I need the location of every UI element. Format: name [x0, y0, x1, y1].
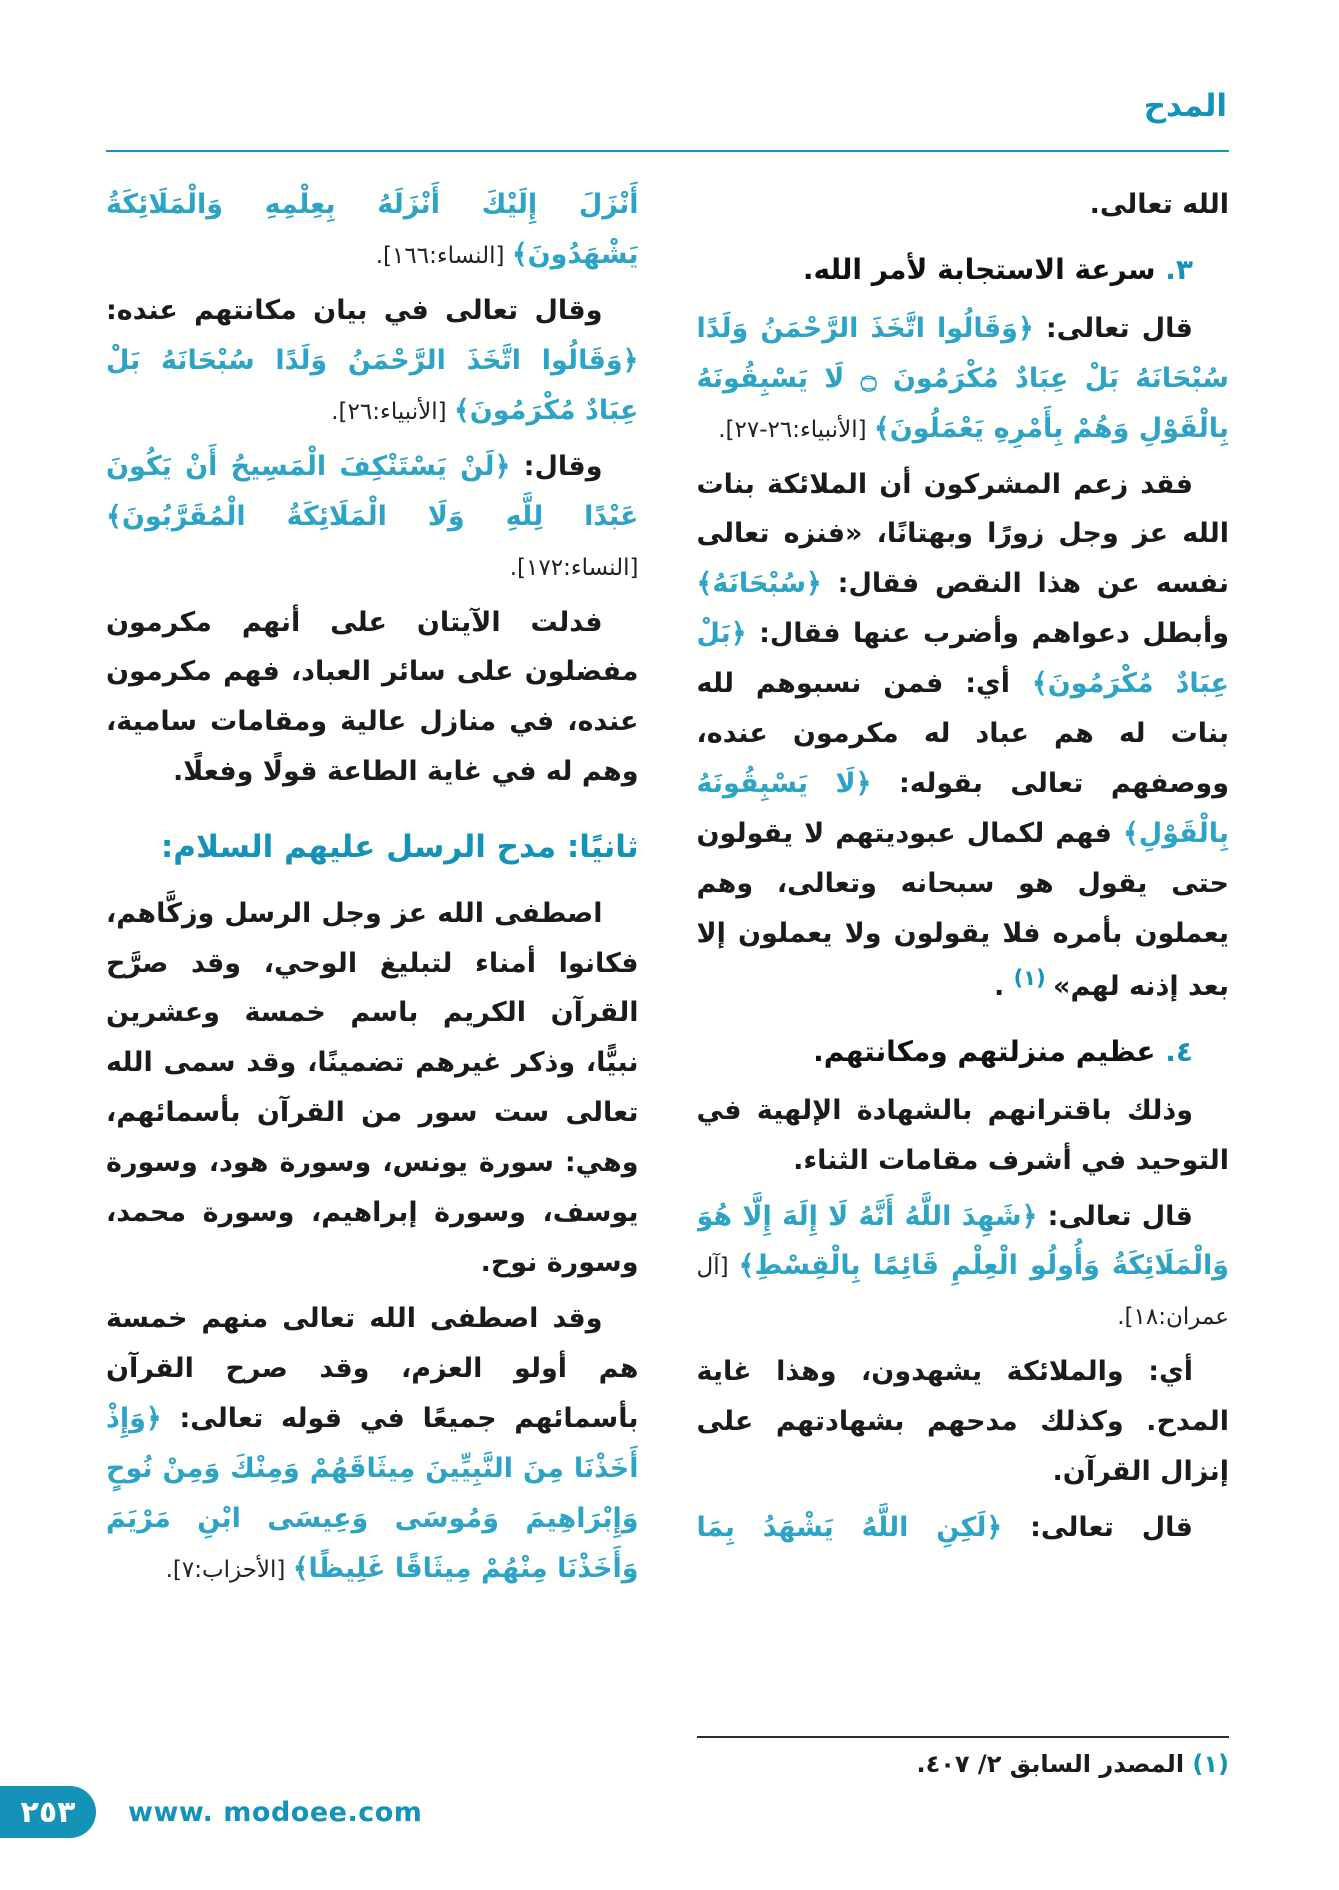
text-run: الله تعالى.: [1089, 189, 1229, 220]
paragraph: [697, 180, 1230, 230]
text-run: أي: والملائكة يشهدون، وهذا غاية المدح. وكذلك مدحهم بشهادتهم على إنزال القرآن.: [696, 1356, 1229, 1488]
header-rule: [106, 150, 1229, 152]
verse-reference: [آل عمران:١٨].: [696, 1254, 1229, 1331]
paragraph: [106, 180, 639, 280]
text-run: وقال:: [510, 450, 603, 482]
text-run: قال تعالى:: [1002, 1512, 1193, 1544]
verse-reference: [الأحزاب:٧].: [165, 1556, 293, 1583]
verse-reference: [الأنبياء:٢٦].: [331, 398, 454, 425]
quran-verse: ﴿بَلْ عِبَادٌ مُكْرَمُونَ﴾: [696, 618, 1229, 700]
text-run: .: [993, 970, 1014, 1002]
section-heading: [697, 244, 1230, 296]
heading-number: ٤.: [1155, 1034, 1193, 1068]
heading-text: عظيم منزلتهم ومكانتهم.: [813, 1034, 1156, 1068]
quran-verse: ﴿وَقَالُوا اتَّخَذَ الرَّحْمَنُ وَلَدًا سُبْحَانَهُ بَلْ عِبَادٌ مُكْرَمُونَ﴾: [106, 344, 639, 426]
footnote-divider: [697, 1736, 1230, 1738]
quran-verse: ﴿لَكِنِ اللَّهُ يَشْهَدُ بِمَا: [696, 1512, 1003, 1544]
left-column: [106, 180, 639, 1778]
paragraph: [697, 460, 1230, 1012]
footnote-reference: (١): [1013, 965, 1054, 990]
heading-text: سرعة الاستجابة لأمر الله.: [802, 252, 1156, 286]
quran-verse: أَنْزَلَ إِلَيْكَ أَنْزَلَهُ بِعِلْمِهِ وَالْمَلَائِكَةُ يَشْهَدُونَ﴾: [106, 189, 639, 270]
quran-verse: ﴿وَقَالُوا اتَّخَذَ الرَّحْمَنُ وَلَدًا سُبْحَانَهُ بَلْ عِبَادٌ مُكْرَمُونَ ۝ لَا يَسْبِقُونَهُ بِالْقَوْلِ وَهُمْ بِأَمْرِهِ يَعْمَلُونَ﴾: [696, 312, 1229, 444]
section-heading: [697, 1026, 1230, 1078]
verse-reference: [الأنبياء:٢٦-٢٧].: [718, 416, 874, 443]
page-number: ٢٥٣: [20, 1794, 76, 1830]
text-run: قال تعالى:: [1033, 312, 1193, 344]
paragraph: [106, 889, 639, 1289]
page-header-title: المدح: [1143, 88, 1227, 124]
paragraph: [697, 1347, 1230, 1497]
quran-verse: ﴿لَا يَسْبِقُونَهُ بِالْقَوْلِ﴾: [696, 768, 1229, 850]
section-subheading: [106, 819, 639, 876]
right-column: [697, 180, 1230, 1778]
text-run: وقد اصطفى الله تعالى منهم خمسة هم أولو العزم، وقد صرح القرآن بأسمائهم جميعًا في قوله تعالى:: [106, 1303, 639, 1434]
verse-reference: [النساء:١٧٢].: [509, 554, 639, 581]
footnote-body: المصدر السابق ٢/ ٤٠٧.: [916, 1750, 1185, 1778]
footnote-marker: (١): [1184, 1750, 1229, 1778]
text-run: وأبطل دعواهم وأضرب عنها فقال:: [746, 618, 1229, 650]
text-run: فهم لكمال عبوديتهم لا يقولون حتى يقول هو سبحانه وتعالى، وهم يعملون بأمره فلا يقولون ولا يعملون إلا بعد إذنه لهم»: [696, 818, 1229, 1002]
text-run: فقد زعم المشركون أن الملائكة بنات الله عز وجل زورًا وبهتانًا، «فنزه تعالى نفسه عن هذا النقص فقال:: [696, 468, 1229, 600]
subheading-text: ثانيًا: مدح الرسل عليهم السلام:: [160, 829, 639, 866]
paragraph: [697, 304, 1230, 454]
website-link[interactable]: www. modoee.com: [128, 1797, 423, 1828]
paragraph: [106, 286, 639, 436]
quran-verse: ﴿شَهِدَ اللَّهُ أَنَّهُ لَا إِلَهَ إِلَّا هُوَ وَالْمَلَائِكَةُ وَأُولُو الْعِلْمِ قَائِمًا بِالْقِسْطِ﴾: [696, 1200, 1229, 1282]
footnote-text: [697, 1750, 1230, 1778]
text-run: وذلك باقترانهم بالشهادة الإلهية في التوحيد في أشرف مقامات الثناء.: [696, 1094, 1229, 1176]
paragraph: [697, 1503, 1230, 1553]
verse-reference: [النساء:١٦٦].: [375, 242, 512, 269]
paragraph: [106, 442, 639, 592]
heading-number: ٣.: [1155, 252, 1193, 286]
text-run: أي: فمن نسبوهم لله بنات له هم عباد له مكرمون عنده، ووصفهم تعالى بقوله:: [696, 668, 1229, 800]
text-run: اصطفى الله عز وجل الرسل وزكَّاهم، فكانوا أمناء لتبليغ الوحي، وقد صرَّح القرآن الكريم باسم خمسة وعشرين نبيًّا، وذكر غيرهم تضمينًا، وقد سمى الله تعالى ست سور من القرآن بأسمائهم، وهي: سورة يونس، وسورة هود، وسورة يوسف، وسورة إبراهيم، وسورة محمد، وسورة نوح.: [106, 897, 639, 1279]
paragraph: [697, 1086, 1230, 1186]
text-run: قال تعالى:: [1037, 1200, 1193, 1232]
text-run: وقال تعالى في بيان مكانتهم عنده:: [106, 294, 603, 326]
content-columns: [106, 180, 1229, 1778]
paragraph: [697, 1192, 1230, 1342]
footnote: [697, 1722, 1230, 1778]
quran-verse: ﴿وَإِذْ أَخَذْنَا مِنَ النَّبِيِّينَ مِيثَاقَهُمْ وَمِنْكَ وَمِنْ نُوحٍ وَإِبْرَاهِيمَ وَمُوسَى وَعِيسَى ابْنِ مَرْيَمَ وَأَخَذْنَا مِنْهُمْ مِيثَاقًا غَلِيظًا﴾: [106, 1402, 639, 1584]
paragraph: [106, 1294, 639, 1594]
quran-verse: ﴿لَنْ يَسْتَنْكِفَ الْمَسِيحُ أَنْ يَكُونَ عَبْدًا لِلَّهِ وَلَا الْمَلَائِكَةُ الْمُقَرَّبُونَ﴾: [106, 450, 639, 532]
quran-verse: ﴿سُبْحَانَهُ﴾: [696, 568, 822, 600]
paragraph: [106, 598, 639, 798]
text-run: فدلت الآيتان على أنهم مكرمون مفضلون على سائر العباد، فهم مكرمون عنده، في منازل عالية ومقامات سامية، وهم له في غاية الطاعة قولًا وفعلًا.: [106, 606, 639, 788]
page-number-badge: [0, 1786, 96, 1838]
